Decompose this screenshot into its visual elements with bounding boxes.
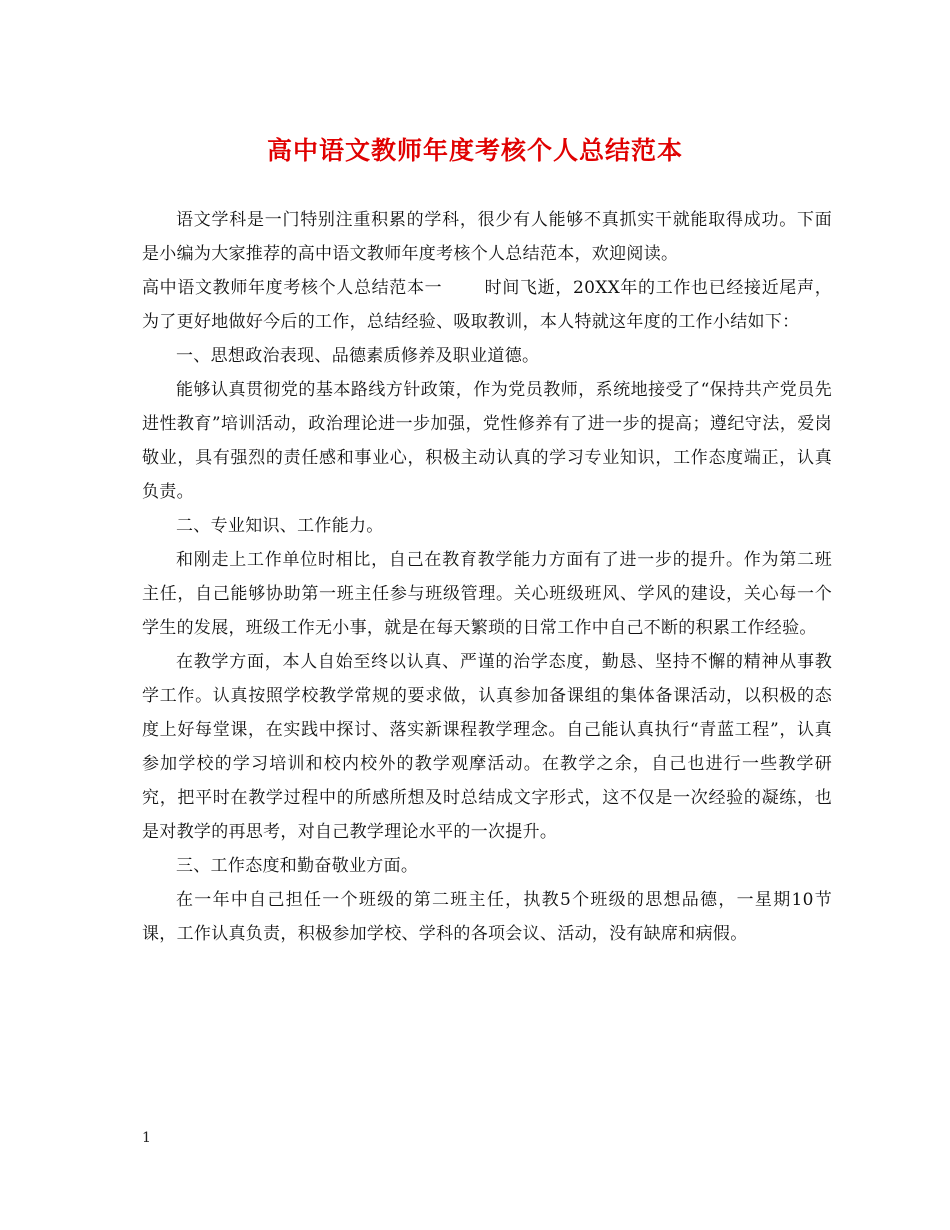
- section2-heading: 二、专业知识、工作能力。: [176, 516, 384, 536]
- section1-body: 能够认真贯彻党的基本路线方针政策，作为党员教师，系统地接受了“保持共产党员先进性教育”培训活动，政治理论进一步加强，党性修养有了进一步的提高；遵纪守法，爱岗敬业，具有强烈的责任感和事业心，积极主动认真的学习专业知识，工作态度端正，认真负责。: [142, 380, 832, 502]
- section2-body-2: 在教学方面，本人自始至终以认真、严谨的治学态度，勤恳、坚持不懈的精神从事教学工作。认真按照学校教学常规的要求做，认真参加备课组的集体备课活动，以积极的态度上好每堂课，在实践中探讨、落实新课程教学理念。自己能认真执行“青蓝工程”，认真参加学校的学习培训和校内校外的教学观摩活动。在教学之余，自己也进行一些教学研究，把平时在教学过程中的所感所想及时总结成文字形式，这不仅是一次经验的凝练，也是对教学的再思考，对自己教学理论水平的一次提升。: [142, 652, 832, 842]
- sample-heading: 高中语文教师年度考核个人总结范本一: [142, 278, 443, 298]
- sample-paragraph: [142, 271, 832, 339]
- document-title: 高中语文教师年度考核个人总结范本: [266, 136, 683, 165]
- document-body: [142, 203, 832, 951]
- section3-body: 在一年中自己担任一个班级的第二班主任，执教5个班级的思想品德，一星期10节课，工作认真负责，积极参加学校、学科的各项会议、活动，没有缺席和病假。: [142, 890, 832, 944]
- sample-opening: 时间飞逝，20XX年的工作也已经接近尾声，为了更好地做好今后的工作，总结经验、吸取教训，本人特就这年度的工作小结如下：: [142, 278, 832, 332]
- section2-body-1: 和刚走上工作单位时相比，自己在教育教学能力方面有了进一步的提升。作为第二班主任，自己能够协助第一班主任参与班级管理。关心班级班风、学风的建设，关心每一个学生的发展，班级工作无小事，就是在每天繁琐的日常工作中自己不断的积累工作经验。: [142, 550, 832, 638]
- intro-paragraph: 语文学科是一门特别注重积累的学科，很少有人能够不真抓实干就能取得成功。下面是小编为大家推荐的高中语文教师年度考核个人总结范本，欢迎阅读。: [142, 210, 832, 264]
- section1-heading: 一、思想政治表现、品德素质修养及职业道德。: [176, 346, 540, 366]
- page-number: 1: [142, 1130, 151, 1146]
- section3-heading: 三、工作态度和勤奋敬业方面。: [176, 856, 419, 876]
